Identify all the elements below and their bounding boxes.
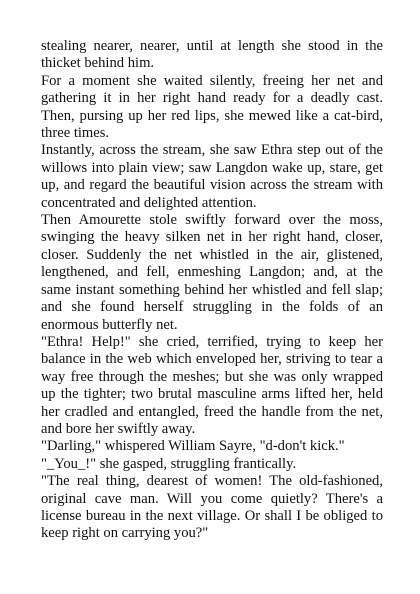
paragraph: "_You_!" she gasped, struggling frantically. [41, 455, 297, 472]
paragraph: Instantly, across the stream, she saw Ethra step out of the willows into plain view; saw Langdon wake up, stare, get up, and regard the beautiful vision across the stream with concentrated and delighted attention. [41, 142, 383, 211]
paragraph: For a moment she waited silently, freeing her net and gathering it in her right hand ready for a deadly cast. Then, pursing up her red lips, she mewed like a cat-bird, three times. [41, 72, 383, 142]
paragraph: "The real thing, dearest of women! The old-fashioned, original cave man. Will you come quietly? There's a license bureau in the next village. Or shall I be obliged to keep right on carrying you?" [41, 473, 383, 542]
paragraph: stealing nearer, nearer, until at length she stood in the thicket behind him. [41, 38, 383, 72]
paragraph: "Ethra! Help!" she cried, terrified, trying to keep her balance in the web which enveloped her, striving to tear a way free through the meshes; but she was only wrapped up the tighter; two brutal masculine arms lifted her, held her cradled and entangled, freed the handle from the net, and bore her swiftly away. [41, 333, 383, 437]
page-text [41, 38, 383, 543]
paragraph: Then Amourette stole swiftly forward over the moss, swinging the heavy silken net in her right hand, closer, closer. Suddenly the net whistled in the air, glistened, lengthened, and fell, enmeshing Langdon; and, at the same instant something behind her whistled and fell slap; and she found herself struggling in the folds of an enormous butterfly net. [41, 212, 383, 333]
paragraph: "Darling," whispered William Sayre, "d-don't kick." [41, 438, 345, 455]
